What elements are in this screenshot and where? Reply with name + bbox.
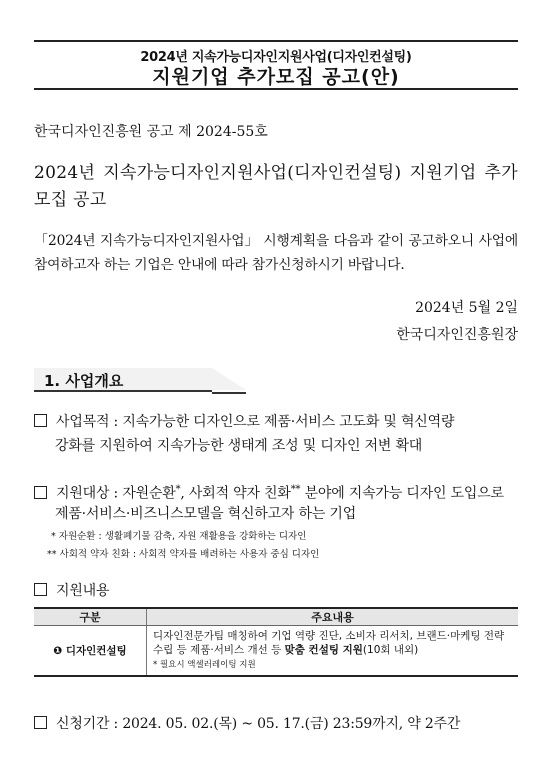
table-header-row	[34, 608, 518, 626]
purpose-text: 사업목적 : 지속가능한 디자인으로 제품·서비스 고도화 및 혁신역량	[56, 414, 455, 430]
target-continuation: 제품·서비스·비즈니스모델을 혁신하고자 하는 기업	[55, 506, 357, 522]
title-line-1: 2024년 지속가능디자인지원사업(디자인컨설팅)	[140, 50, 412, 65]
section-heading	[34, 368, 246, 392]
period-text: 신청기간 : 2024. 05. 02.(목) ~ 05. 17.(금) 23:59까지, 약 2주간	[56, 716, 461, 732]
table-row	[34, 626, 518, 677]
table-header-content: 주요내용	[147, 608, 519, 626]
content-note: * 필요시 액셀러레이팅 지원	[153, 660, 256, 670]
content-label: 지원내용	[56, 583, 110, 599]
target-text-1: 지원대상 : 자원순환	[56, 485, 176, 502]
purpose-continuation: 강화를 지원하여 지속가능한 생태계 조성 및 디자인 저변 확대	[55, 438, 423, 454]
title-box	[34, 40, 518, 90]
issuer: 한국디자인진흥원장	[396, 327, 518, 343]
table-cell-category: ❶ 디자인컨설팅	[34, 626, 147, 677]
title-line-2: 지원기업 추가모집 공고(안)	[152, 66, 400, 88]
checkbox-square-icon	[34, 486, 47, 499]
notice-heading: 2024년 지속가능디자인지원사업(디자인컨설팅) 지원기업 추가 모집 공고	[34, 163, 518, 210]
checkbox-square-icon	[34, 716, 47, 729]
section-title: 1. 사업개요	[44, 372, 124, 390]
checkbox-square-icon	[34, 414, 47, 427]
footnote-marker-2: **	[290, 484, 301, 495]
target-text-2: , 사회적 약자 친화	[180, 485, 291, 502]
checkbox-square-icon	[34, 583, 47, 596]
table-cell-content	[147, 626, 519, 677]
footnote-2: ** 사회적 약자 친화 : 사회적 약자를 배려하는 사용자 중심 디자인	[47, 549, 320, 560]
content-desc-a: 디자인전문가팀 매칭하여 기업 역량 진단, 소비자 리서치, 브랜드·마케팅 전략 수립 등 제품·서비스 개선 등	[153, 630, 505, 656]
content-desc-bold: 맞춤 컨설팅 지원	[284, 644, 363, 656]
content-item	[34, 579, 109, 603]
footnote-marker-1: *	[175, 484, 181, 495]
purpose-item	[34, 410, 520, 434]
intro-paragraph: 「2024년 지속가능디자인지원사업」 시행계획을 다음과 같이 공고하오니 사업에 참여하고자 하는 기업은 안내에 따라 참가신청하시기 바랍니다.	[34, 233, 518, 273]
footnote-1: * 자원순환 : 생활폐기물 감축, 자원 재활용을 강화하는 디자인	[51, 531, 307, 542]
table-header-category: 구분	[34, 608, 147, 626]
target-text-3: 분야에 지속가능 디자인 도입으로	[300, 485, 504, 502]
notice-number: 한국디자인진흥원 공고 제 2024-55호	[34, 124, 268, 140]
period-item	[34, 712, 460, 736]
section-heading-underline	[212, 368, 246, 394]
notice-date: 2024년 5월 2일	[415, 300, 518, 316]
content-desc-b: (10회 내외)	[362, 644, 419, 656]
support-table	[34, 607, 518, 677]
